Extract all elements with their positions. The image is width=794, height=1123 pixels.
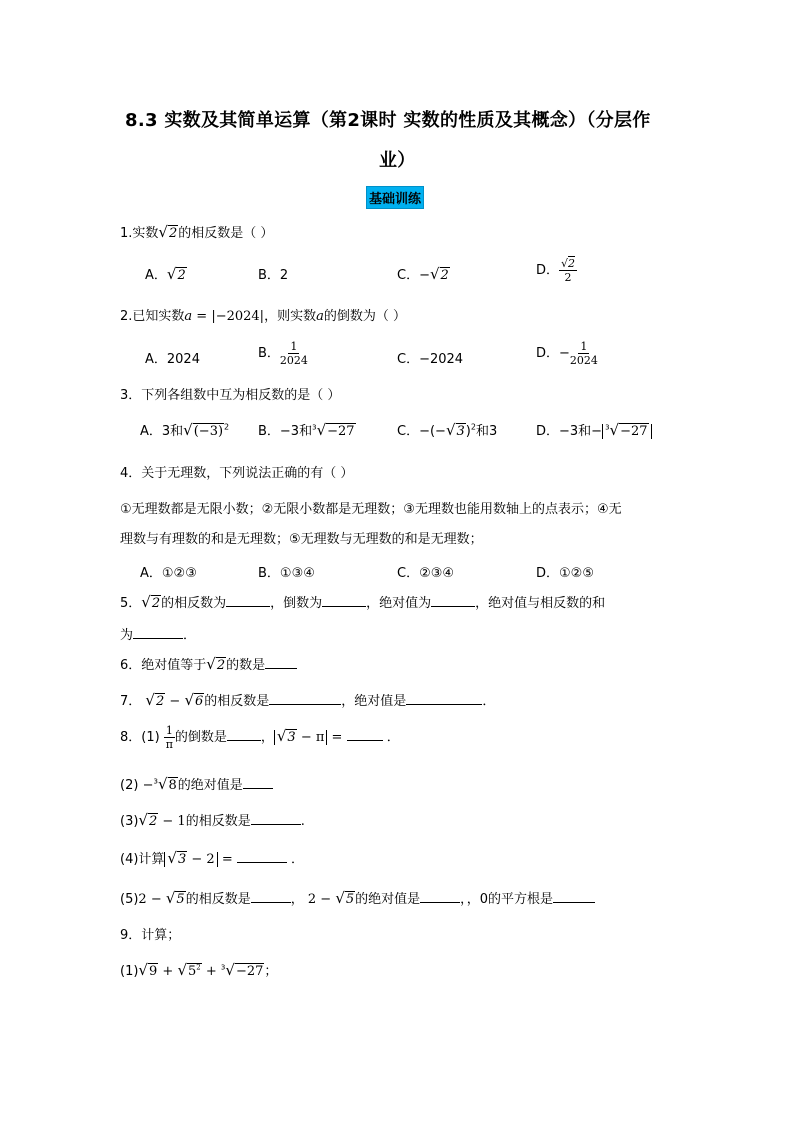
question-9-part1: $(1)√9 + √5^2 + ^3√-27$； bbox=[120, 961, 278, 979]
q4-option-b[interactable]: B．①③④ bbox=[258, 566, 315, 581]
q8-4-blank[interactable] bbox=[237, 850, 287, 863]
question-5-line1: 5．√2的相反数为 ，倒数为 ，绝对值为 ，绝对值与相反数的和 bbox=[120, 593, 606, 611]
q2-option-d[interactable]: D．− $\frac{1}{2024}$ bbox=[536, 340, 598, 367]
q5-blank-absolute[interactable] bbox=[431, 594, 475, 607]
q3-option-c[interactable]: C．$-(-√3)^2$和3 bbox=[397, 421, 498, 439]
page-title-line1: 8.3 实数及其简单运算（第2课时 实数的性质及其概念）（分层作 bbox=[125, 110, 651, 131]
question-3-stem: 3．下列各组数中互为相反数的是（ ） bbox=[120, 388, 341, 403]
q7-blank-opposite[interactable] bbox=[269, 692, 341, 705]
q5-blank-opposite[interactable] bbox=[226, 594, 270, 607]
q1-option-a[interactable]: A．√2 bbox=[145, 265, 186, 283]
q3-option-d[interactable]: D．−3和− $^3$√−27 bbox=[536, 420, 652, 439]
question-8-part2: (2) −$^3$√8的绝对值是 bbox=[120, 774, 273, 793]
q4-statement-line2: 理数与有理数的和是无理数；⑤无理数与无理数的和是无理数； bbox=[120, 532, 483, 547]
question-8-part4: (4)计算 √3 − 2 = ． bbox=[120, 849, 305, 867]
q1-option-d[interactable]: D． $\frac{√2}{2}$ bbox=[536, 257, 576, 284]
q2-option-b[interactable]: B． $\frac{1}{2024}$ bbox=[258, 340, 308, 367]
q2-option-a[interactable]: A．2024 bbox=[145, 352, 200, 367]
q1-option-c[interactable]: C．−√2 bbox=[397, 265, 449, 283]
q8-5-blank-sqrt[interactable] bbox=[553, 890, 595, 903]
section-badge: 基础训练 bbox=[366, 186, 424, 209]
question-8-part5: (5)2 − √5的相反数是 ， 2 − √5的绝对值是 ，，0的平方根是 bbox=[120, 888, 595, 907]
q2-option-c[interactable]: C．−2024 bbox=[397, 352, 464, 367]
question-7: 7． √2 − √6的相反数是 ，绝对值是 ． bbox=[120, 691, 496, 709]
q7-blank-absolute[interactable] bbox=[406, 692, 482, 705]
q6-blank[interactable] bbox=[265, 656, 297, 669]
q8-5-blank-absolute[interactable] bbox=[420, 890, 460, 903]
question-6: 6．绝对值等于√2的数是 bbox=[120, 654, 297, 673]
question-8-part3: (3)√2 − 1的相反数是 . bbox=[120, 811, 305, 829]
q3-option-a[interactable]: A．3和$√(-3)^2$ bbox=[140, 421, 230, 439]
question-5-line2: 为 ． bbox=[120, 628, 197, 643]
question-8-part1: 8．(1) $\frac{1}{\pi}$ 的倒数是 ， √3 − π = ． bbox=[120, 724, 400, 751]
sqrt: √2 bbox=[158, 223, 178, 241]
q8-5-blank-opposite[interactable] bbox=[251, 890, 291, 903]
q4-statement-line1: ①无理数都是无限小数；②无限小数都是无理数；③无理数也能用数轴上的点表示；④无 bbox=[120, 502, 622, 517]
q3-option-b[interactable]: B．−3和$^3$√−27 bbox=[258, 421, 355, 439]
q8-2-blank[interactable] bbox=[243, 776, 273, 789]
q4-option-c[interactable]: C．②③④ bbox=[397, 566, 455, 581]
question-2-stem: 2.已知实数a = |−2024|，则实数a的倒数为（ ） bbox=[120, 309, 406, 324]
question-4-stem: 4．关于无理数，下列说法正确的有（ ） bbox=[120, 466, 354, 481]
q8-1-blank-absolute[interactable] bbox=[347, 728, 383, 741]
q4-option-a[interactable]: A．①②③ bbox=[140, 566, 197, 581]
q1-option-b[interactable]: B．2 bbox=[258, 268, 289, 283]
q5-blank-sum[interactable] bbox=[133, 626, 183, 639]
page-title-line2: 业） bbox=[379, 150, 416, 171]
q8-1-blank-reciprocal[interactable] bbox=[227, 728, 261, 741]
q5-blank-reciprocal[interactable] bbox=[322, 594, 366, 607]
question-1-stem: 1.实数√2的相反数是（ ） bbox=[120, 223, 274, 241]
q8-3-blank[interactable] bbox=[251, 812, 301, 825]
question-9-stem: 9．计算； bbox=[120, 928, 181, 943]
q4-option-d[interactable]: D．①②⑤ bbox=[536, 566, 594, 581]
